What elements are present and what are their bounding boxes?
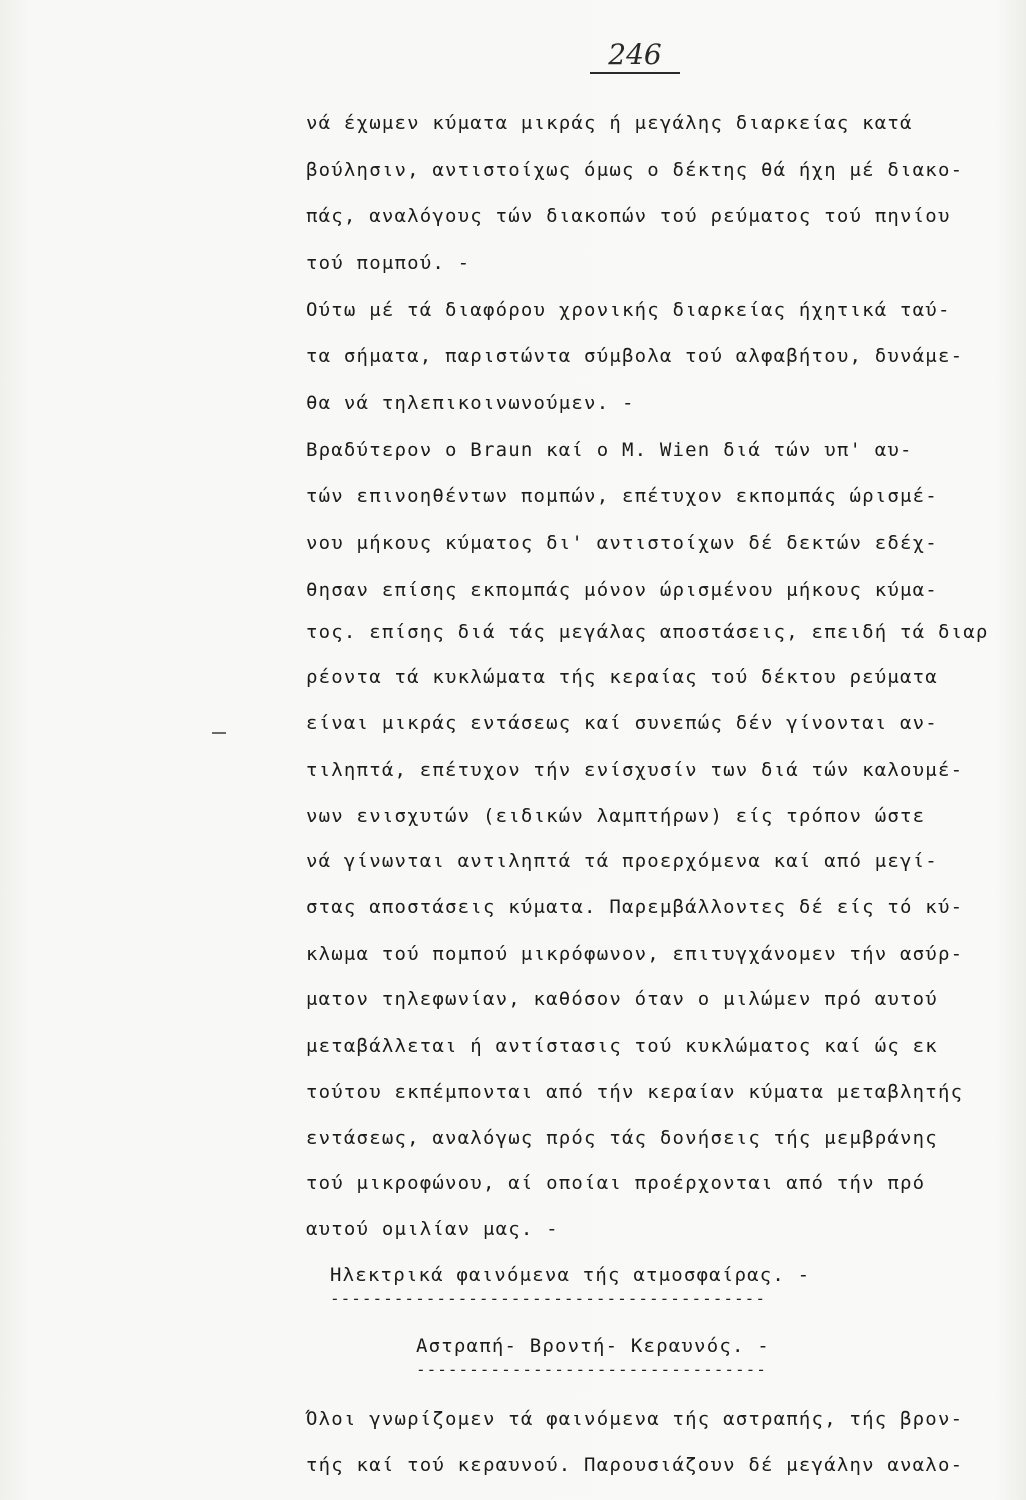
text-line: νά γίνωνται αντιληπτά τά προερχόμενα καί από μεγί- — [306, 850, 938, 872]
text-line: νων ενισχυτών (ειδικών λαμπτήρων) είς τρόπον ώστε — [306, 805, 926, 827]
text-line: Ούτω μέ τά διαφόρου χρονικής διαρκείας ήχητικά ταύ- — [306, 299, 951, 321]
text-line: είναι μικράς εντάσεως καί συνεπώς δέν γίνονται αν- — [306, 712, 938, 734]
text-line: νά έχωμεν κύματα μικράς ή μεγάλης διαρκείας κατά — [306, 112, 913, 134]
text-line: αυτού ομιλίαν μας. - — [306, 1218, 559, 1240]
heading-rule: ----------------------------------------- — [330, 1289, 766, 1308]
text-line: τα σήματα, παριστώντα σύμβολα τού αλφαβήτου, δυνάμε- — [306, 345, 964, 367]
text-line: στας αποστάσεις κύματα. Παρεμβάλλοντες δέ είς τό κύ- — [306, 896, 964, 918]
subsection-heading: Αστραπή- Βροντή- Κεραυνός. - — [416, 1335, 770, 1357]
text-line: πάς, αναλόγους τών διακοπών τού ρεύματος τού πηνίου — [306, 205, 951, 227]
text-line: νου μήκους κύματος δι' αντιστοίχων δέ δεκτών εδέχ- — [306, 532, 938, 554]
text-line: ματον τηλεφωνίαν, καθόσον όταν ο μιλώμεν πρό αυτού — [306, 988, 938, 1010]
section-heading: Ηλεκτρικά φαινόμενα τής ατμοσφαίρας. - — [330, 1264, 811, 1286]
text-line: τής καί τού κεραυνού. Παρουσιάζουν δέ μεγάλην αναλο- — [306, 1454, 964, 1476]
text-line: κλωμα τού πομπού μικρόφωνον, επιτυγχάνομεν τήν ασύρ- — [306, 943, 964, 965]
text-line: ρέοντα τά κυκλώματα τής κεραίας τού δέκτου ρεύματα — [306, 666, 938, 688]
text-line: θα νά τηλεπικοινωνούμεν. - — [306, 392, 635, 414]
text-line: Βραδύτερον ο Braun καί ο Μ. Wien διά τών υπ' αυ- — [306, 439, 913, 461]
subheading-rule: --------------------------------- — [416, 1360, 767, 1379]
margin-mark — [212, 732, 226, 734]
text-line: τών επινοηθέντων πομπών, επέτυχον εκπομπάς ώρισμέ- — [306, 485, 938, 507]
page-number: 246 — [590, 40, 680, 74]
text-line: τος. επίσης διά τάς μεγάλας αποστάσεις, επειδή τά διαρ — [306, 621, 989, 643]
text-line: θησαν επίσης εκπομπάς μόνον ώρισμένου μήκους κύμα- — [306, 579, 938, 601]
text-line: τούτου εκπέμπονται από τήν κεραίαν κύματα μεταβλητής — [306, 1081, 964, 1103]
text-line: βούλησιν, αντιστοίχως όμως ο δέκτης θά ήχη μέ διακο- — [306, 159, 964, 181]
text-line: εντάσεως, αναλόγως πρός τάς δονήσεις τής μεμβράνης — [306, 1127, 938, 1149]
text-line: τού μικροφώνου, αί οποίαι προέρχονται από τήν πρό — [306, 1172, 926, 1194]
text-line: τού πομπού. - — [306, 252, 471, 274]
text-line: μεταβάλλεται ή αντίστασις τού κυκλώματος καί ώς εκ — [306, 1035, 938, 1057]
text-line: Όλοι γνωρίζομεν τά φαινόμενα τής αστραπής, τής βρον- — [306, 1408, 964, 1430]
text-line: τιληπτά, επέτυχον τήν ενίσχυσίν των διά τών καλουμέ- — [306, 759, 964, 781]
